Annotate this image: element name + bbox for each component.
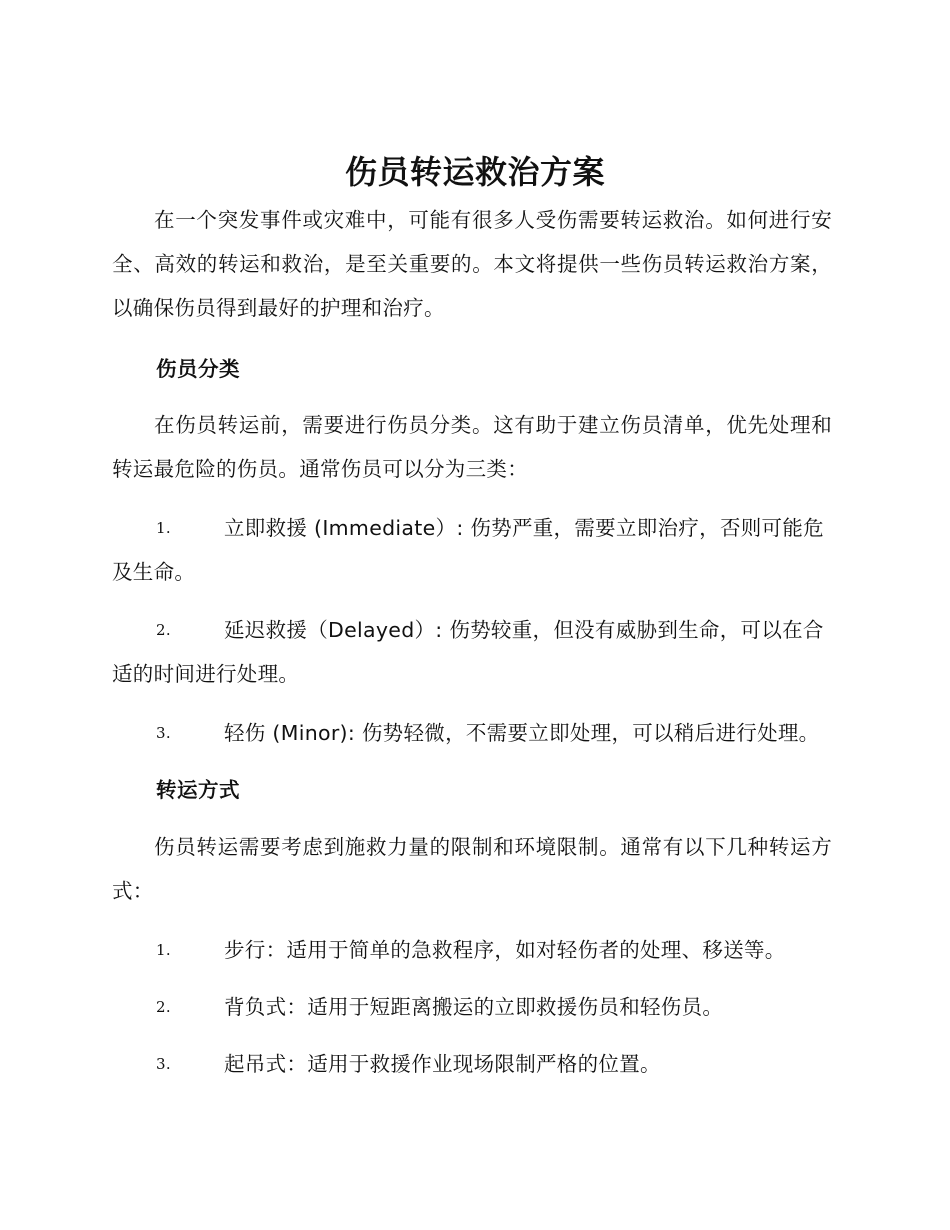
list-item bbox=[112, 711, 832, 755]
list-item-number: 1. bbox=[156, 941, 171, 959]
list-item bbox=[112, 506, 832, 594]
list-item-text: 延迟救援（Delayed）: 伤势较重，但没有威胁到生命，可以在合适的时间进行处理。 bbox=[112, 618, 824, 686]
list-item bbox=[112, 608, 832, 696]
section-heading-casualty-classification: 伤员分类 bbox=[156, 357, 240, 381]
list-item-text: 起吊式：适用于救援作业现场限制严格的位置。 bbox=[224, 1052, 661, 1076]
list-item-text: 立即救援 (Immediate）: 伤势严重，需要立即治疗，否则可能危及生命。 bbox=[112, 516, 824, 584]
list-item-number: 2. bbox=[156, 621, 171, 639]
list-item-text: 轻伤 (Minor): 伤势轻微，不需要立即处理，可以稍后进行处理。 bbox=[224, 721, 820, 745]
section-heading-transport-methods: 转运方式 bbox=[156, 778, 240, 802]
list-item bbox=[112, 1042, 832, 1086]
intro-paragraph: 在一个突发事件或灾难中，可能有很多人受伤需要转运救治。如何进行安全、高效的转运和救治，是至关重要的。本文将提供一些伤员转运救治方案，以确保伤员得到最好的护理和治疗。 bbox=[112, 208, 832, 320]
list-item-number: 3. bbox=[156, 1055, 171, 1073]
section-paragraph-transport: 伤员转运需要考虑到施救力量的限制和环境限制。通常有以下几种转运方式： bbox=[112, 835, 832, 903]
list-item-number: 2. bbox=[156, 998, 171, 1016]
list-item bbox=[112, 928, 832, 972]
list-item-text: 步行：适用于简单的急救程序，如对轻伤者的处理、移送等。 bbox=[224, 938, 786, 962]
list-item-number: 3. bbox=[156, 724, 171, 742]
list-item-number: 1. bbox=[156, 519, 171, 537]
section-paragraph-classification: 在伤员转运前，需要进行伤员分类。这有助于建立伤员清单，优先处理和转运最危险的伤员。通常伤员可以分为三类： bbox=[112, 413, 832, 481]
list-item bbox=[112, 985, 832, 1029]
list-item-text: 背负式：适用于短距离搬运的立即救援伤员和轻伤员。 bbox=[224, 995, 724, 1019]
document-title: 伤员转运救治方案 bbox=[344, 153, 605, 191]
